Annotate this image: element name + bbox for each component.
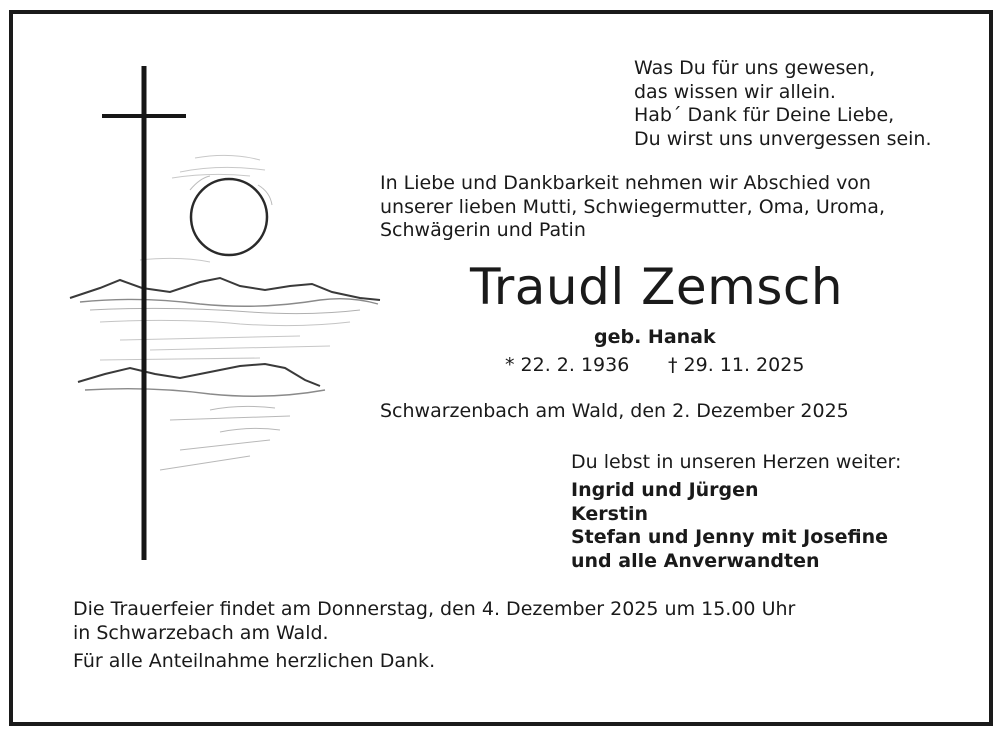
- mourner: Ingrid und Jürgen: [571, 479, 759, 501]
- intro-line: In Liebe und Dankbarkeit nehmen wir Abschied von: [380, 172, 871, 194]
- poem-line: Du wirst uns unvergessen sein.: [634, 127, 932, 150]
- poem: [634, 57, 932, 151]
- mourner: Kerstin: [571, 502, 649, 525]
- ceremony-info: [73, 598, 795, 645]
- intro-text: [380, 172, 885, 243]
- poem-line: Was Du für uns gewesen,: [634, 57, 876, 79]
- poem-line: Hab´ Dank für Deine Liebe,: [634, 104, 895, 126]
- cross-landscape-sun-icon: [60, 60, 390, 565]
- mourner: Stefan und Jenny mit Josefine: [571, 526, 888, 548]
- maiden-name: geb. Hanak: [594, 326, 716, 348]
- place-date: Schwarzenbach am Wald, den 2. Dezember 2025: [380, 400, 849, 422]
- ceremony-line: in Schwarzebach am Wald.: [73, 621, 329, 644]
- farewell-line: Du lebst in unseren Herzen weiter:: [571, 451, 902, 473]
- ceremony-line: Die Trauerfeier findet am Donnerstag, den 4. Dezember 2025 um 15.00 Uhr: [73, 598, 796, 620]
- mourner: und alle Anverwandten: [571, 549, 820, 572]
- birth-date: * 22. 2. 1936: [505, 354, 630, 376]
- thanks-line: Für alle Anteilnahme herzlichen Dank.: [73, 650, 436, 672]
- deceased-name: Traudl Zemsch: [470, 258, 844, 316]
- intro-line: unserer lieben Mutti, Schwiegermutter, Oma, Uroma,: [380, 195, 885, 218]
- death-date: † 29. 11. 2025: [668, 354, 805, 376]
- intro-line: Schwägerin und Patin: [380, 219, 586, 241]
- mourners-list: [571, 479, 888, 573]
- poem-line: das wissen wir allein.: [634, 80, 836, 103]
